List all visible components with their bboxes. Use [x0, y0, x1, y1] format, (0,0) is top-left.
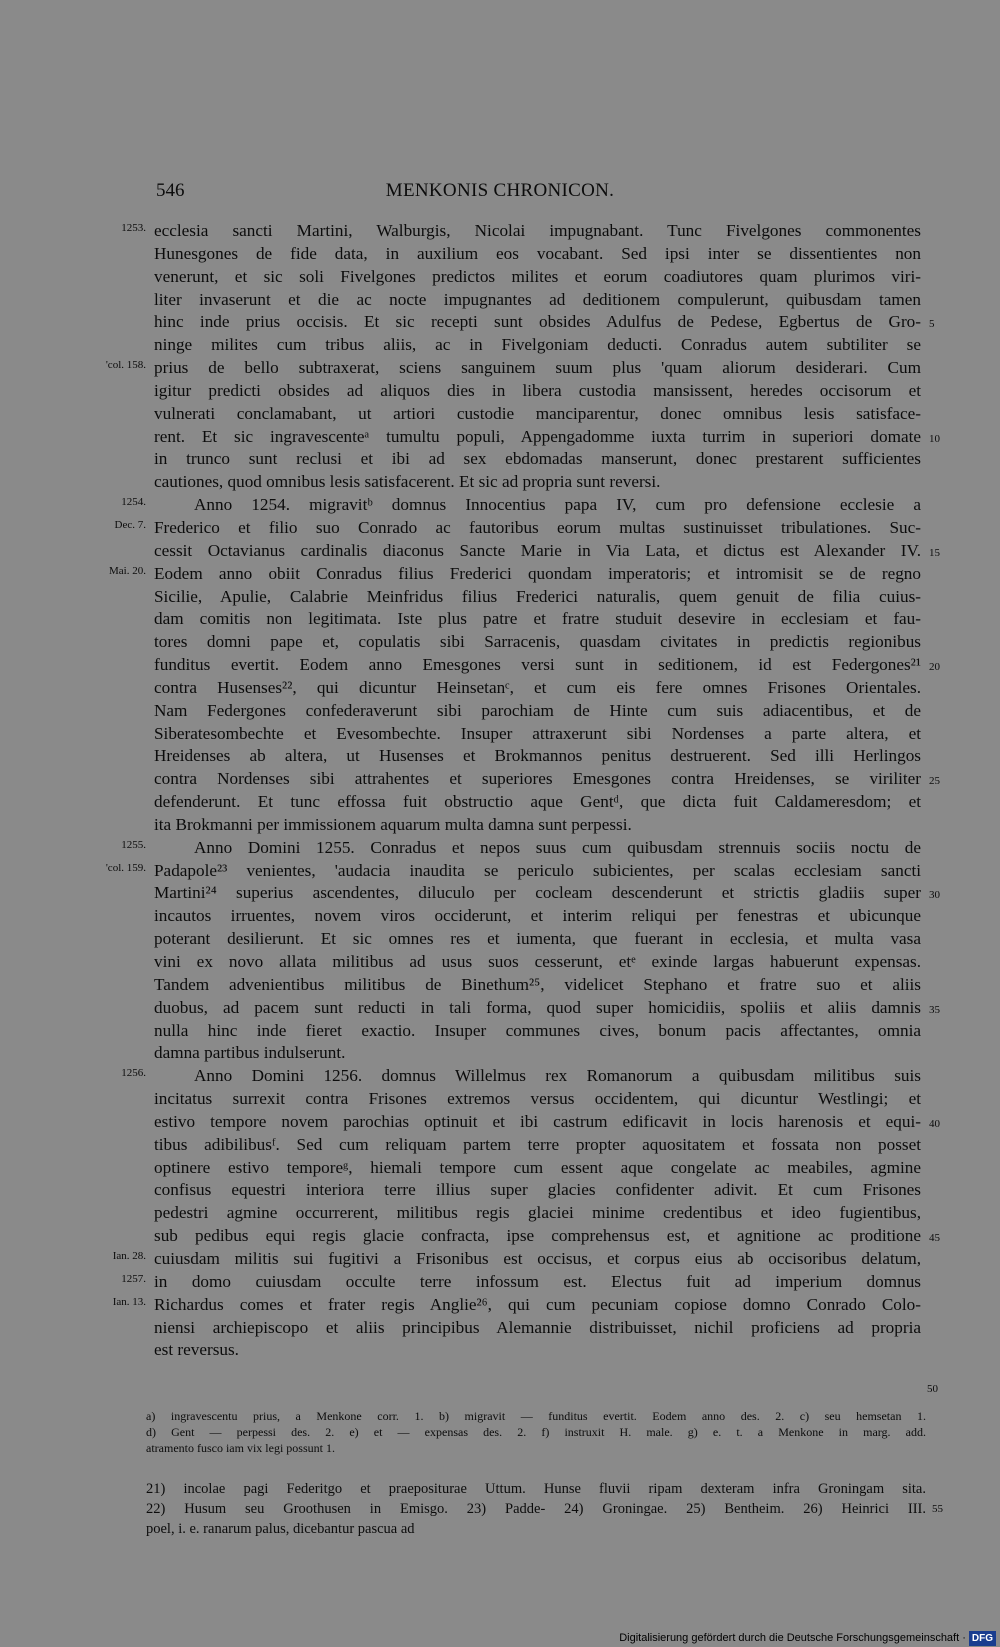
line-text: niensi archiepiscopo et aliis principibus Alemannie distribuisset, nichil proficiens ad propria [154, 1317, 921, 1337]
line-text: vini ex novo allata militibus ad usus suos cesserunt, etᵉ exinde largas habuerunt expensas. [154, 952, 921, 971]
margin-note: Ian. 28. [112, 1249, 146, 1262]
line-text: estivo tempore novem parochias optinuit et ibi castrum edificavit in locis harenosis et equi- [154, 1111, 921, 1131]
line-number: 50 [927, 1383, 938, 1395]
margin-note: 1256. [121, 1067, 146, 1080]
line-text: Eodem anno obiit Conradus filius Frederici quondam imperatoris; et intromisit se de regno [154, 563, 921, 583]
margin-note: Dec. 7. [114, 518, 146, 531]
line-text: Martini²⁴ superius ascendentes, diluculo per cocleam descenderunt et strictis gladiis super [154, 883, 921, 903]
line-number: 30 [929, 889, 940, 902]
line-text: igitur predicti obsides ad aliquos dies in libera custodia mansissent, heredes occisorum et [154, 380, 921, 400]
text-line [154, 1179, 921, 1202]
line-number: 20 [929, 661, 940, 674]
footnote-text: 22) Husum seu Groothusen in Emisgo. 23) Padde- 24) Groningae. 25) Bentheim. 26) Heinrici III. [146, 1501, 926, 1517]
line-text: contra Nordenses sibi attrahentes et superiores Emesgones contra Hreidenses, se viriliter [154, 769, 921, 789]
line-number: 35 [929, 1003, 940, 1016]
text-line [154, 426, 940, 449]
text-line [154, 1202, 921, 1225]
line-text: incautos irruentes, novem viros occiderunt, et interim reliqui per fenestras et ubicunque [154, 906, 921, 926]
page-title: MENKONIS CHRONICON. [385, 180, 615, 201]
line-text: damna partibus indulserunt. [154, 1043, 346, 1063]
text-line [154, 791, 921, 814]
dfg-logo: DFG [969, 1631, 996, 1646]
margin-note: Mai. 20. [109, 564, 146, 577]
line-text: ecclesia sancti Martini, Walburgis, Nicolai impugnabant. Tunc Fivelgones commonentes [154, 221, 921, 240]
margin-note: 1255. [121, 838, 146, 851]
text-line [154, 654, 940, 677]
text-line [154, 586, 921, 609]
line-text: Sicilie, Apulie, Calabrie Meinfridus filius Frederici naturalis, quem genuit de filia cuius- [154, 586, 921, 606]
line-text: ninge milites cum tribus aliis, ac in Fivelgoniam deducti. Conradus autem subtiliter se [154, 335, 921, 355]
text-line [154, 905, 921, 928]
footnote-text: poel, i. e. ranarum palus, dicebantur pascua ad [146, 1521, 415, 1537]
line-text: rent. Et sic ingravescenteᵃ tumultu populi, Appengadomme iuxta turrim in superiori domate [154, 426, 921, 446]
line-text: Anno 1254. migravitᵇ domnus Innocentius papa IV, cum pro defensione ecclesie a [194, 495, 921, 515]
text-line [154, 882, 940, 905]
text-line [154, 814, 921, 837]
text-line [154, 380, 921, 403]
line-text: nulla hinc inde fieret exactio. Insuper communes cives, bonum pacis affectantes, omnia [154, 1020, 921, 1040]
text-line [154, 448, 921, 471]
line-text: in trunco sunt reclusi et ibi ad sex ebdomadas manserunt, donec prestarent sufficientes [154, 449, 921, 469]
main-text [105, 220, 940, 1362]
margin-note: 'col. 158. [105, 359, 146, 372]
line-text: sub pedibus equi regis glacie confracta, ipse comprehensus est, et agnitione ac proditione [154, 1226, 921, 1246]
text-line [121, 1271, 921, 1294]
text-line [154, 974, 921, 997]
text-line [154, 700, 921, 723]
text-line [154, 631, 921, 654]
line-text: funditus evertit. Eodem anno Emesgones versi sunt in seditionem, id est Federgones²¹ [154, 655, 921, 675]
line-text: cessit Octavianus cardinalis diaconus Sancte Marie in Via Lata, et dictus est Alexander IV. [154, 540, 921, 560]
line-text: duobus, ad pacem sunt reducti in tali forma, quod super homicidiis, spoliis et aliis damnis [154, 997, 921, 1017]
line-number: 10 [929, 432, 940, 445]
line-text: est reversus. [154, 1340, 239, 1360]
text-line [121, 1065, 921, 1088]
footnote-line [146, 1479, 926, 1499]
text-line [121, 494, 921, 517]
text-line [154, 1134, 921, 1157]
footnote-line [146, 1519, 926, 1539]
text-line [114, 517, 921, 540]
line-text: contra Husenses²², qui dicuntur Heinsetanᶜ, et cum eis fere omnes Frisones Orientales. [154, 677, 921, 697]
text-line [154, 334, 921, 357]
line-number: 45 [929, 1232, 940, 1245]
line-text: cautiones, quod omnibus lesis satisfacerent. Et sic ad propria sunt reversi. [154, 472, 661, 492]
line-text: Frederico et filio suo Conrado ac fautoribus eorum multas sustinuisset tribulationes. Suc- [154, 517, 921, 537]
text-line [154, 1111, 940, 1134]
line-text: Hunesgones de fide data, in auxilium eos vocabant. Sed ipsi inter se dissentientes non [154, 243, 921, 263]
line-text: cuiusdam militis sui fugitivi a Frisonibus est occisus, et corpus eius ab occisoribus delatum, [154, 1248, 921, 1268]
text-line [154, 471, 921, 494]
text-line [154, 997, 940, 1020]
line-text: hinc inde prius occisis. Et sic recepti sunt obsides Adulfus de Pedese, Egbertus de Gro- [154, 312, 921, 332]
text-line [154, 1042, 921, 1065]
line-text: prius de bello subtraxerat, sciens sanguinem suum plus 'quam aliorum desiderari. Cum [154, 358, 921, 378]
line-number: 15 [929, 546, 940, 559]
text-line [154, 243, 921, 266]
footnotes [146, 1479, 943, 1539]
line-text: Anno Domini 1255. Conradus et nepos suus cum quibusdam strennuis sociis noctu de [194, 837, 921, 857]
line-text: Richardus comes et frater regis Anglie²⁶, qui cum pecuniam copiose domno Conrado Colo- [154, 1294, 921, 1314]
text-line [154, 1317, 921, 1340]
line-text: liter invaserunt et die ac nocte impugnantes ad deditionem compulerunt, quibusdam tamen [154, 289, 921, 309]
digitization-footer [619, 1630, 996, 1647]
footnote-text: 21) incolae pagi Federitgo et praepositurae Uttum. Hunse fluvii ripam dexteram infra Groningam sita. [146, 1481, 926, 1497]
margin-note: Ian. 13. [112, 1295, 146, 1308]
line-text: poterant desilierunt. Et sic omnes res et iumenta, que fuerant in ecclesia, et multa vasa [154, 929, 921, 949]
text-line [154, 928, 921, 951]
line-text: vulnerati conclamabant, ut artiori custodie manciparentur, donec omnibus lesis satisface- [154, 403, 921, 423]
line-text: Tandem advenientibus militibus de Binethum²⁵, videlicet Stephano et fratre suo et aliis [154, 974, 921, 994]
apparatus-line: atramento fusco iam vix legi possunt 1. [146, 1441, 335, 1455]
text-line [154, 266, 921, 289]
text-line [121, 220, 921, 243]
text-line [154, 1088, 921, 1111]
line-text: Padapole²³ venientes, 'audacia inaudita se periculo subicientes, per scalas ecclesiam sancti [154, 860, 921, 880]
line-text: incitatus surrexit contra Frisones extremos versus occidentem, qui dicuntur Westlingi; et [154, 1089, 921, 1109]
text-line [154, 951, 921, 974]
text-line [154, 540, 940, 563]
text-line [154, 677, 921, 700]
text-line [105, 860, 921, 883]
line-number: 25 [929, 775, 940, 788]
margin-note: 1254. [121, 496, 146, 509]
text-line [154, 1225, 940, 1248]
margin-note: 'col. 159. [105, 861, 146, 874]
line-text: pedestri agmine occurrerent, militibus regis glaciei minime credentibus et ideo fugientibus, [154, 1203, 921, 1223]
text-line [112, 1248, 921, 1271]
text-line [154, 1339, 921, 1362]
footer-text: Digitalisierung gefördert durch die Deutsche Forschungsgemeinschaft · [619, 1632, 966, 1644]
footnote-line [146, 1499, 943, 1519]
apparatus-line: a) ingravescentu prius, a Menkone corr. 1. b) migravit — funditus evertit. Eodem anno des. 2. c) seu hemsetan 1. [146, 1409, 926, 1423]
line-text: optinere estivo temporeᵍ, hiemali tempore cum essent aque congelate ac meabiles, agmine [154, 1157, 921, 1177]
text-line [154, 311, 935, 334]
line-text: Anno Domini 1256. domnus Willelmus rex Romanorum a quibusdam militibus suis [194, 1066, 921, 1086]
text-line [121, 837, 921, 860]
page-number: 546 [156, 180, 185, 201]
text-line [154, 1020, 921, 1043]
line-text: defenderunt. Et tunc effossa fuit obstructio aque Gentᵈ, que dicta fuit Caldameresdom; et [154, 792, 921, 812]
line-text: Hreidenses ab altera, ut Husenses et Brokmannos penitus destruerent. Sed illi Herlingos [154, 746, 921, 766]
line-number: 40 [929, 1117, 940, 1130]
line-text: Nam Federgones confederaverunt sibi parochiam de Hinte cum suis adiacentibus, et de [154, 700, 921, 720]
text-line [109, 563, 921, 586]
line-number: 5 [929, 318, 935, 331]
line-text: dam comitis non legitimata. Iste plus patre et fratre studuit desevire in ecclesiam et fau- [154, 609, 921, 629]
line-text: confisus equestri interiora terre illius super glacies confidenter adivit. Et cum Frisones [154, 1180, 921, 1200]
line-text: ita Brokmanni per immissionem aquarum multa damna sunt perpessi. [154, 814, 632, 834]
margin-note: 1253. [121, 222, 146, 234]
apparatus-line: d) Gent — perpessi des. 2. e) et — expensas des. 2. f) instruxit H. male. g) e. t. a Menkone in marg. add. [146, 1425, 926, 1439]
text-line [154, 745, 921, 768]
text-line [154, 768, 940, 791]
line-number: 55 [932, 1503, 943, 1515]
text-line [154, 608, 921, 631]
margin-note: 1257. [121, 1272, 146, 1285]
text-line [112, 1294, 921, 1317]
line-text: Siberatesombechte et Evesombechte. Insuper attraxerunt sibi Nordenses a parte altera, et [154, 723, 921, 743]
line-text: tibus adibilibusᶠ. Sed cum reliquam partem terre propter aquositatem et fossata non posset [154, 1134, 921, 1154]
text-line [154, 289, 921, 312]
text-line [154, 723, 921, 746]
line-text: venerunt, et sic soli Fivelgones predictos milites et eorum coadiutores quam plurimos viri- [154, 266, 921, 286]
text-line [154, 403, 921, 426]
critical-apparatus [146, 1408, 926, 1456]
line-text: in domo cuiusdam occulte terre infossum est. Electus fuit ad imperium domnus [154, 1271, 921, 1291]
text-line [105, 357, 921, 380]
line-text: tores domni pape et, copulatis sibi Sarracenis, quasdam civitates in predictis regionibus [154, 632, 921, 652]
text-line [154, 1157, 921, 1180]
